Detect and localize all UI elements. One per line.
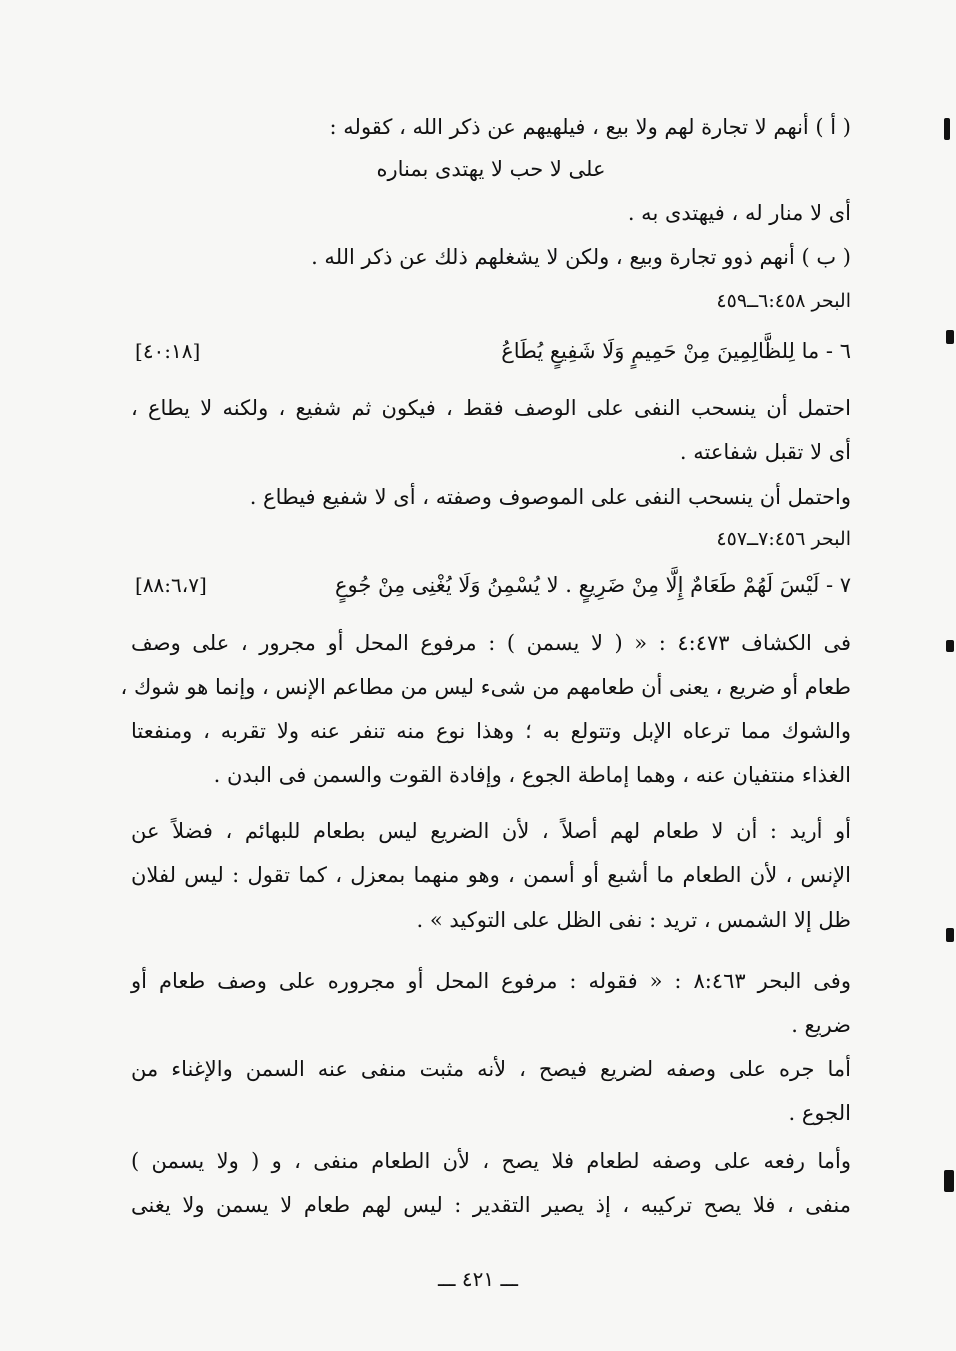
margin-mark: [946, 330, 954, 344]
text-line: وفى البحر ٨:٤٦٣ : « فقوله : مرفوع المحل أو مجروره على وصف طعام أو: [131, 969, 851, 993]
verse-line: على لا حب لا يهتدى بمناره: [376, 157, 606, 181]
page-number: ـــ ٤٢١ ـــ: [437, 1267, 519, 1291]
margin-mark: [946, 640, 954, 652]
text-line: ظل إلا الشمس ، تريد : نفى الظل على التوكيد » .: [416, 908, 851, 932]
text-line: ( ب ) أنهم ذوو تجارة وبيع ، ولكن لا يشغلهم ذلك عن ذكر الله .: [311, 245, 851, 269]
text-line: أى لا منار له ، فيهتدى به .: [627, 201, 851, 225]
text-line: الإنس ، لأن الطعام ما أشبع أو أسمن ، وهو منهما بمعزل ، كما تقول : ليس لفلان: [131, 863, 851, 887]
quran-verse: ٧ - لَيْسَ لَهُمْ طَعَامٌ إِلَّا مِنْ ضَرِيعٍ . لا يُسْمِنُ وَلَا يُغْنِى مِنْ جُوعٍ: [334, 573, 851, 597]
text-line: أو أريد : أن لا طعام لهم أصلاً ، لأن الضريع ليس بطعام للبهائم ، فضلاً عن: [131, 819, 851, 843]
text-line: واحتمل أن ينسحب النفى على الموصوف وصفته ، أى لا شفيع فيطاع .: [249, 485, 851, 509]
text-line: ( أ ) أنهم لا تجارة لهم ولا بيع ، فيلهيهم عن ذكر الله ، كقوله :: [329, 115, 851, 139]
verse-reference: [٤٠:١٨]: [135, 339, 201, 363]
text-line: الجوع .: [788, 1101, 851, 1125]
margin-mark: [944, 1170, 954, 1192]
text-line: وأما رفعه على وصفه لطعام فلا يصح ، لأن الطعام منفى ، و ( ولا يسمن ): [131, 1149, 851, 1173]
source-citation: البحر ٧:٤٥٦ــ٤٥٧: [716, 528, 851, 550]
text-line: والشوك مما ترعاه الإبل وتتولع به ؛ وهذا نوع منه تنفر عنه ولا تقربه ، ومنفعتا: [131, 719, 851, 743]
margin-mark: [944, 118, 950, 140]
source-citation: البحر ٦:٤٥٨ــ٤٥٩: [716, 290, 851, 312]
quran-verse: ٦ - ما لِلظَّالِمِينَ مِنْ حَمِيمٍ وَلَا شَفِيعٍ يُطَاعُ: [501, 339, 851, 363]
text-line: أما جره على وصفه لضريع فيصح ، لأنه مثبت منفى عنه السمن والإغناء من: [131, 1057, 851, 1081]
verse-reference: [٨٨:٦،٧]: [135, 573, 207, 597]
text-line: احتمل أن ينسحب النفى على الوصف فقط ، فيكون ثم شفيع ، ولكنه لا يطاع ،: [131, 396, 851, 420]
text-line: فى الكشاف ٤:٤٧٣ : « ( لا يسمن ) : مرفوع المحل أو مجرور ، على وصف: [131, 631, 852, 655]
text-line: طعام أو ضريع ، يعنى أن طعامهم من شىء ليس من مطاعم الإنس ، وإنما هو شوك ،: [120, 675, 851, 699]
text-line: أى لا تقبل شفاعته .: [679, 440, 851, 464]
margin-mark: [946, 928, 954, 942]
text-line: ضريع .: [791, 1013, 851, 1037]
text-line: الغذاء منتفيان عنه ، وهما إماطة الجوع ، وإفادة القوت والسمن فى البدن .: [213, 763, 851, 787]
text-line: منفى ، فلا يصح تركيبه ، إذ يصير التقدير : ليس لهم طعام لا يسمن ولا يغنى: [131, 1193, 851, 1217]
